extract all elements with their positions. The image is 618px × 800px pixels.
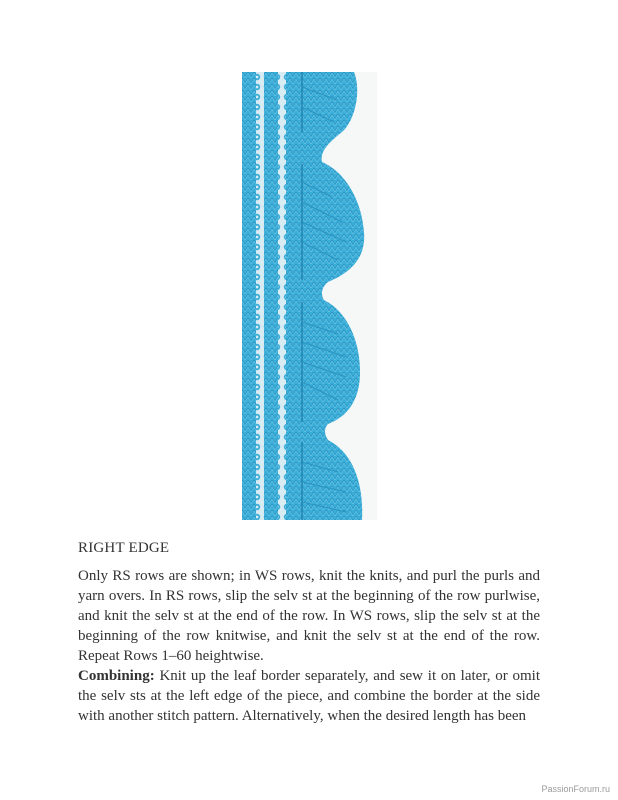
combining-label: Combining:	[78, 668, 155, 684]
instructions-paragraph: Only RS rows are shown; in WS rows, knit the knits, and purl the purls and yarn overs. In RS rows, slip the selv st at the beginning of the row purlwise, and knit the selv st at the end of the row. In WS rows, slip the selv st at the beginning of the row knitwise, and knit the selv st at the end of the row. Repeat Rows 1–60 heightwise.	[78, 568, 540, 664]
site-watermark: PassionForum.ru	[541, 784, 610, 794]
knitted-border-photo	[242, 72, 377, 520]
combining-text: Knit up the leaf border separately, and sew it on later, or omit the selv sts at the left edge of the piece, and combine the border at the side with another stitch pattern. Alternatively, when the desired length has been	[78, 668, 540, 724]
section-heading: RIGHT EDGE	[78, 540, 170, 556]
combining-paragraph	[78, 666, 540, 726]
